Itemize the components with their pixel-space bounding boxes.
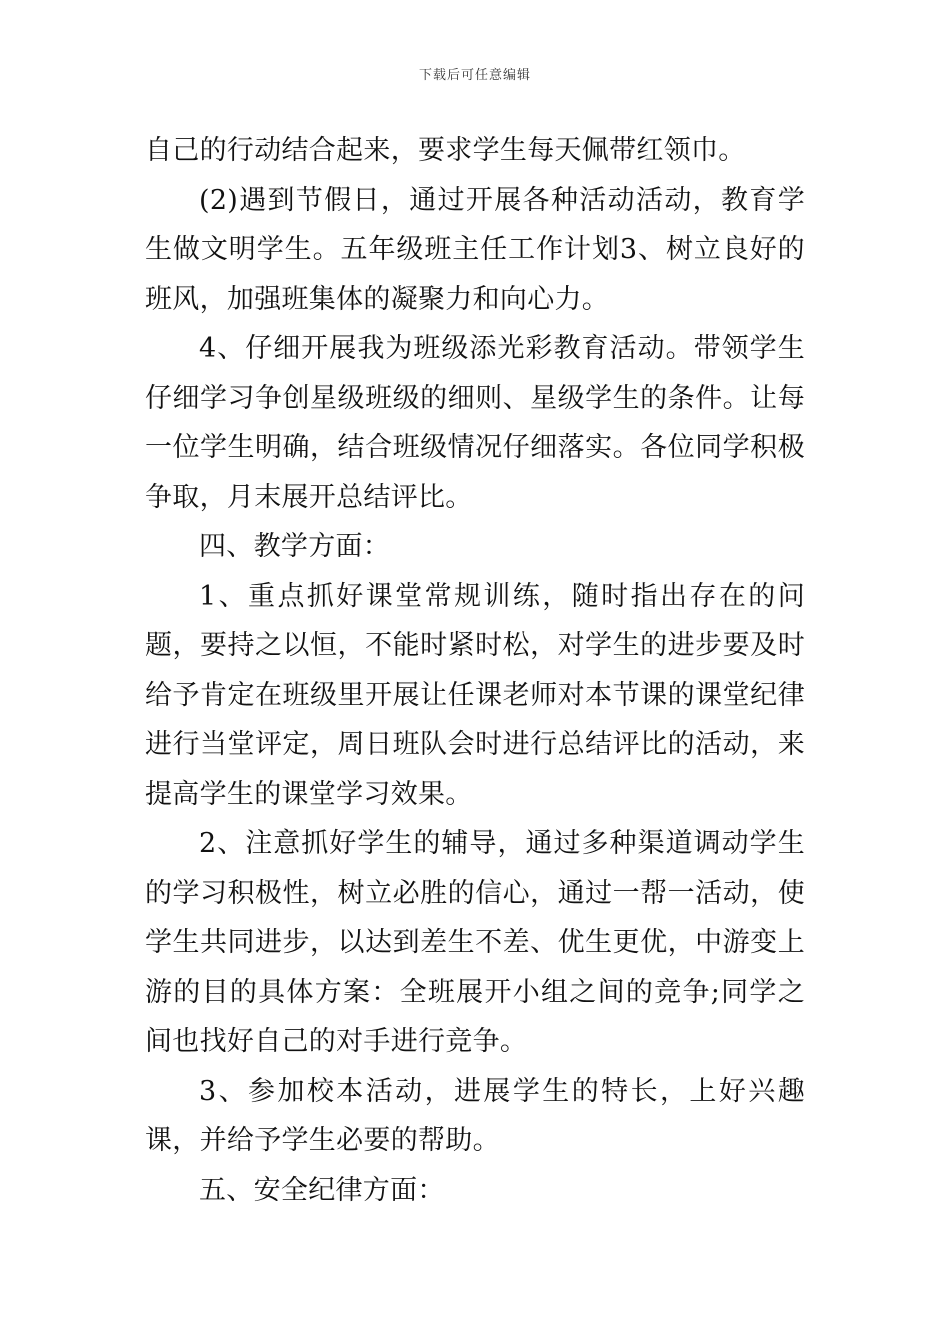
section-heading: 四、教学方面： xyxy=(199,531,391,562)
paragraph: 4、仔细开展我为班级添光彩教育活动。带领学生仔细学习争创星级班级的细则、星级学生的条件。让每一位学生明确，结合班级情况仔细落实。各位同学积极争取，月末展开总结评比。 xyxy=(145,333,805,513)
paragraph: 3、参加校本活动，进展学生的特长，上好兴趣课，并给予学生必要的帮助。 xyxy=(145,1075,805,1156)
paragraph: (2)遇到节假日，通过开展各种活动活动，教育学生做文明学生。五年级班主任工作计划3、树立良好的班风，加强班集体的凝聚力和向心力。 xyxy=(145,184,805,315)
page-header: 下载后可任意编辑 xyxy=(418,68,531,83)
section-heading: 五、安全纪律方面： xyxy=(199,1174,445,1206)
paragraph: 2、注意抓好学生的辅导，通过多种渠道调动学生的学习积极性，树立必胜的信心，通过一帮一活动，使学生共同进步，以达到差生不差、优生更优，中游变上游的目的具体方案：全班展开小组之间的竞争;同学之间也找好自己的对手进行竞争。 xyxy=(145,828,805,1057)
paragraph: 自己的行动结合起来，要求学生每天佩带红领巾。 xyxy=(145,135,746,166)
paragraph: 1、重点抓好课堂常规训练，随时指出存在的问题，要持之以恒，不能时紧时松，对学生的进步要及时给予肯定在班级里开展让任课老师对本节课的课堂纪律进行当堂评定，周日班队会时进行总结评比的活动，来提高学生的课堂学习效果。 xyxy=(145,580,805,810)
document-body xyxy=(145,126,805,1215)
